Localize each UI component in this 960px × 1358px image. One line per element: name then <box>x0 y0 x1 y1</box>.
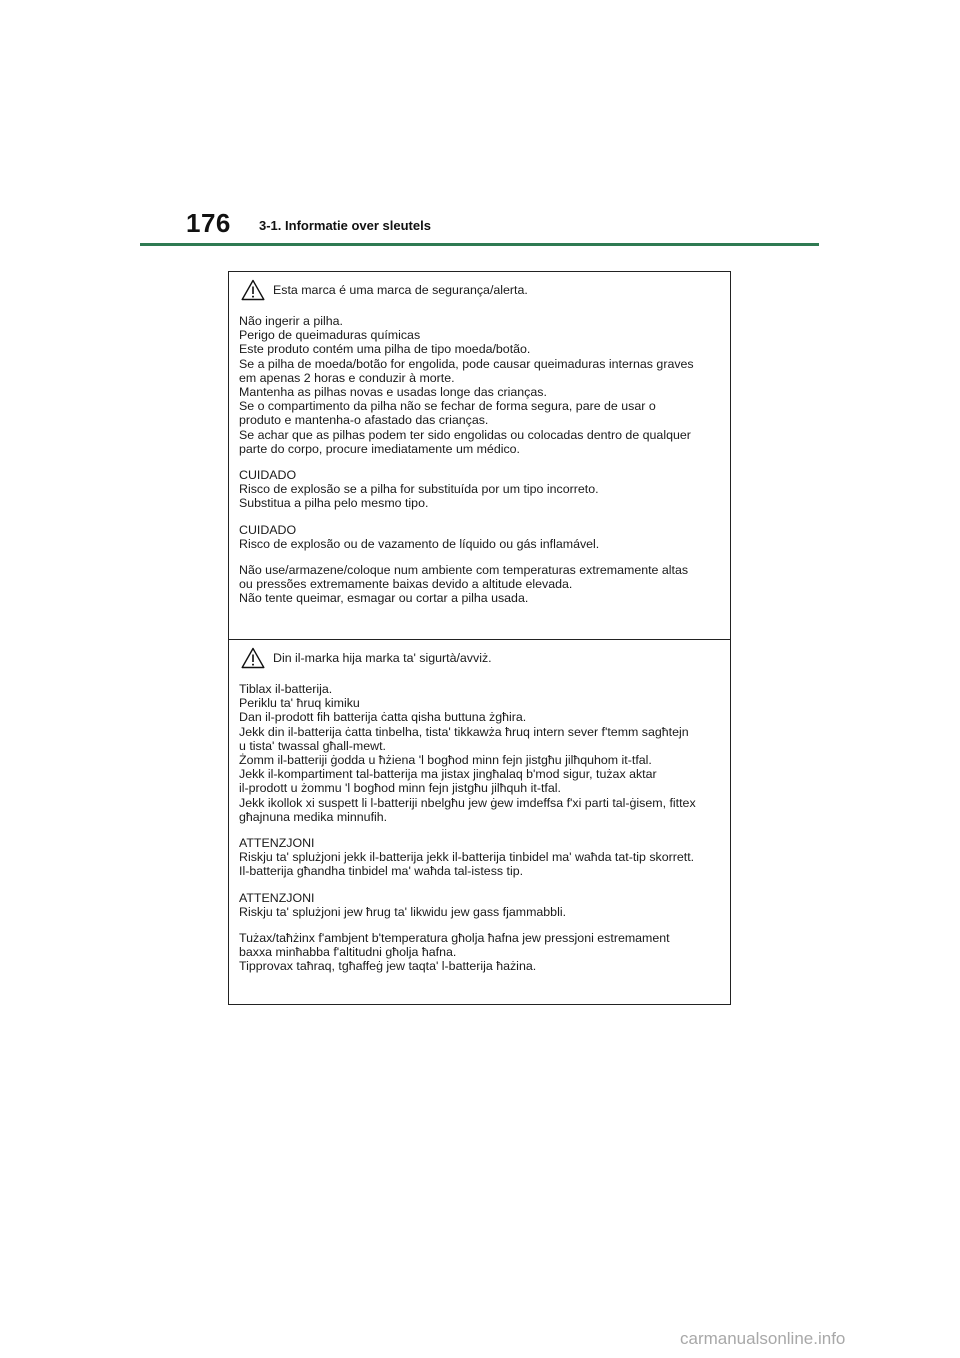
text-line: Riskju ta' splużjoni jekk il-batterija jekk il-batterija tinbidel ma' waħda tat-tip skorrett. <box>239 850 695 865</box>
text-line: baxxa minħabba f'altitudni għolja ħafna. <box>239 945 457 960</box>
alert-row <box>241 645 720 671</box>
text-line: Il-batterija għandha tinbidel ma' waħda tal-istess tip. <box>239 864 524 879</box>
header-divider <box>140 243 819 246</box>
text-line: Jekk din il-batterija ċatta tinbelha, tista' tikkawża ħruq intern sever f'temm sagħtejn <box>239 724 689 739</box>
text-line: Periklu ta' ħruq kimiku <box>239 696 360 711</box>
text-line: Substitua a pilha pelo mesmo tipo. <box>239 496 429 511</box>
text-line: em apenas 2 horas e conduzir à morte. <box>239 370 455 385</box>
text-block <box>239 314 720 456</box>
text-line: Não ingerir a pilha. <box>239 314 344 328</box>
text-line: għajnuna medika minnufih. <box>239 809 388 824</box>
page-number: 176 <box>186 208 231 238</box>
text-line: Risco de explosão ou de vazamento de líquido ou gás inflamável. <box>239 536 600 551</box>
text-line: Jekk ikollok xi suspett li l-batteriji nbelgħu jew ġew imdeffsa f'xi parti tal-ġisem, fittex <box>239 795 696 810</box>
text-block <box>239 836 720 879</box>
text-line: ATTENZJONI <box>239 890 315 905</box>
alert-text: Din il-marka hija marka ta' sigurtà/avviż. <box>273 650 492 665</box>
text-line: CUIDADO <box>239 468 297 483</box>
warning-panel-portuguese <box>229 272 730 639</box>
warning-triangle-icon <box>241 647 265 669</box>
battery-warning-label <box>228 271 731 1005</box>
alert-row <box>241 277 720 303</box>
text-line: Tużax/taħżinx f'ambjent b'temperatura għolja ħafna jew pressjoni estremament <box>239 931 670 946</box>
text-line: produto e mantenha-o afastado das crianças. <box>239 413 489 428</box>
text-line: Riskju ta' splużjoni jew ħrug ta' likwidu jew gass fjammabbli. <box>239 904 567 919</box>
text-line: Este produto contém uma pilha de tipo moeda/botão. <box>239 342 531 357</box>
text-line: Dan il-prodott fih batterija ċatta qisha buttuna żgħira. <box>239 710 527 725</box>
text-line: Se a pilha de moeda/botão for engolida, pode causar queimaduras internas graves <box>239 356 694 371</box>
text-line: Se o compartimento da pilha não se fechar de forma segura, pare de usar o <box>239 399 656 414</box>
text-line: Mantenha as pilhas novas e usadas longe das crianças. <box>239 385 547 400</box>
text-line: ATTENZJONI <box>239 836 315 851</box>
alert-text: Esta marca é uma marca de segurança/alerta. <box>273 282 528 297</box>
watermark-link[interactable]: carmanualsonline.info <box>680 1329 846 1348</box>
text-line: Żomm il-batteriji ġodda u ħżiena 'l bogħod minn fejn jistgħu jilħquhom it-tfal. <box>239 753 652 768</box>
text-line: Se achar que as pilhas podem ter sido engolidas ou colocadas dentro de qualquer <box>239 427 691 442</box>
text-block <box>239 523 720 551</box>
section-title: 3-1. Informatie over sleutels <box>259 218 431 233</box>
text-block <box>239 563 720 606</box>
text-line: Não tente queimar, esmagar ou cortar a pilha usada. <box>239 591 529 606</box>
text-line: u tista' twassal għall-mewt. <box>239 738 386 753</box>
text-block <box>239 682 720 824</box>
warning-triangle-icon <box>241 279 265 301</box>
text-block <box>239 931 720 974</box>
text-line: parte do corpo, procure imediatamente um médico. <box>239 441 520 456</box>
warning-panel-maltese <box>229 639 730 1005</box>
text-line: Tipprovax taħraq, tgħaffeġ jew taqta' l-batterija ħażina. <box>239 959 537 974</box>
text-line: ou pressões extremamente baixas devido a altitude elevada. <box>239 577 573 592</box>
text-line: CUIDADO <box>239 522 297 537</box>
text-line: Perigo de queimaduras químicas <box>239 328 421 343</box>
text-line: Tiblax il-batterija. <box>239 682 333 696</box>
text-line: Não use/armazene/coloque num ambiente com temperaturas extremamente altas <box>239 563 689 578</box>
text-line: il-prodott u żommu 'l bogħod minn fejn jistgħu jilħquh it-tfal. <box>239 781 561 796</box>
text-block <box>239 891 720 919</box>
text-line: Risco de explosão se a pilha for substituída por um tipo incorreto. <box>239 482 599 497</box>
text-block <box>239 468 720 511</box>
text-line: Jekk il-kompartiment tal-batterija ma jistax jingħalaq b'mod sigur, tużax aktar <box>239 767 657 782</box>
